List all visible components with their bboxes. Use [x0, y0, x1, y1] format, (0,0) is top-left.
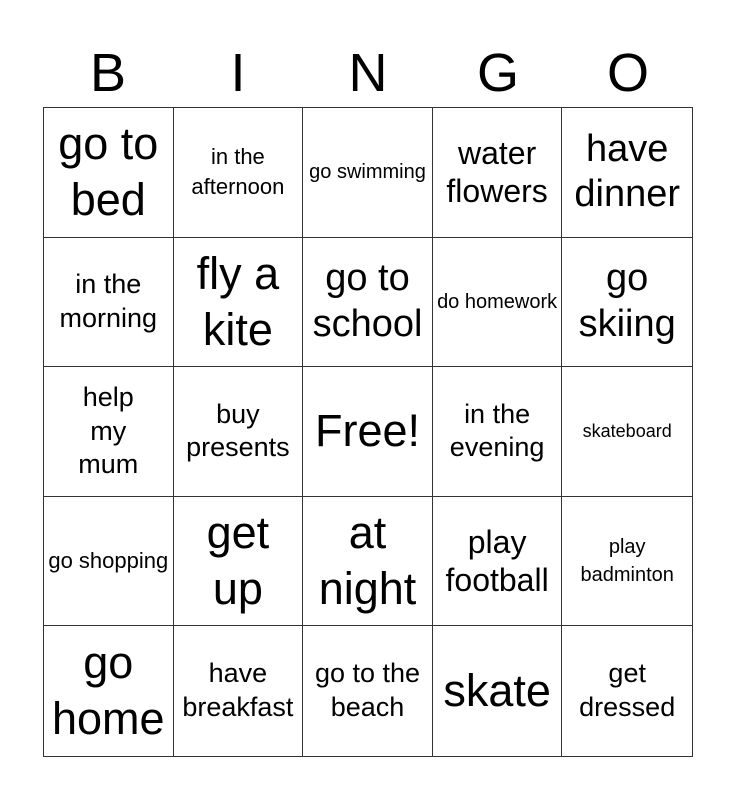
bingo-cell[interactable] — [174, 626, 304, 756]
header-letter-b: B — [89, 43, 127, 103]
header-letter-i: I — [230, 43, 246, 103]
cell-text: in the afternoon — [191, 143, 285, 200]
cell-text: go to bed — [58, 118, 159, 226]
cell-text: have dinner — [574, 127, 681, 216]
header-letter-g: G — [476, 43, 519, 103]
bingo-cell[interactable] — [433, 626, 563, 756]
cell-text: fly a kite — [196, 247, 280, 355]
bingo-cell[interactable] — [44, 497, 174, 627]
cell-text: go home — [52, 636, 165, 745]
cell-text: get up — [206, 506, 270, 615]
cell-text: skate — [443, 665, 551, 717]
bingo-cell[interactable] — [44, 367, 174, 497]
bingo-grid — [43, 107, 693, 757]
cell-text: in the morning — [59, 269, 158, 333]
cell-text: go skiing — [578, 257, 676, 345]
bingo-cell[interactable] — [44, 626, 174, 756]
cell-text: go to the beach — [314, 658, 421, 723]
cell-text: have breakfast — [182, 658, 294, 723]
bingo-cell[interactable] — [174, 108, 304, 238]
cell-text: Free! — [314, 405, 420, 457]
bingo-cell[interactable] — [433, 367, 563, 497]
cell-text: go shopping — [48, 547, 169, 573]
cell-text: buy presents — [186, 398, 290, 463]
bingo-cell[interactable] — [433, 238, 563, 368]
bingo-cell[interactable] — [174, 497, 304, 627]
bingo-cell[interactable] — [44, 108, 174, 238]
cell-text: get dressed — [579, 658, 676, 723]
bingo-cell[interactable] — [303, 497, 433, 627]
bingo-cell[interactable] — [303, 367, 433, 497]
bingo-cell[interactable] — [433, 108, 563, 238]
bingo-cell[interactable] — [174, 367, 304, 497]
header-letter-n: N — [348, 43, 388, 103]
header-letter-o: O — [606, 43, 649, 103]
cell-text: help my mum — [78, 381, 139, 480]
cell-text: do homework — [437, 290, 558, 313]
cell-text: play football — [445, 523, 549, 599]
bingo-header — [43, 40, 693, 106]
bingo-cell[interactable] — [303, 626, 433, 756]
bingo-cell[interactable] — [562, 367, 692, 497]
bingo-cell[interactable] — [303, 108, 433, 238]
cell-text: at night — [318, 506, 417, 615]
cell-text: go to school — [312, 257, 423, 345]
cell-text: go swimming — [309, 161, 426, 184]
bingo-cell[interactable] — [562, 108, 692, 238]
cell-text: play badminton — [580, 536, 674, 587]
cell-text: skateboard — [582, 421, 672, 442]
bingo-cell[interactable] — [562, 626, 692, 756]
bingo-cell[interactable] — [562, 497, 692, 627]
bingo-cell[interactable] — [44, 238, 174, 368]
bingo-cell[interactable] — [433, 497, 563, 627]
cell-text: water flowers — [446, 134, 548, 210]
cell-text: in the evening — [449, 398, 545, 463]
bingo-cell[interactable] — [562, 238, 692, 368]
bingo-cell[interactable] — [174, 238, 304, 368]
bingo-cell[interactable] — [303, 238, 433, 368]
